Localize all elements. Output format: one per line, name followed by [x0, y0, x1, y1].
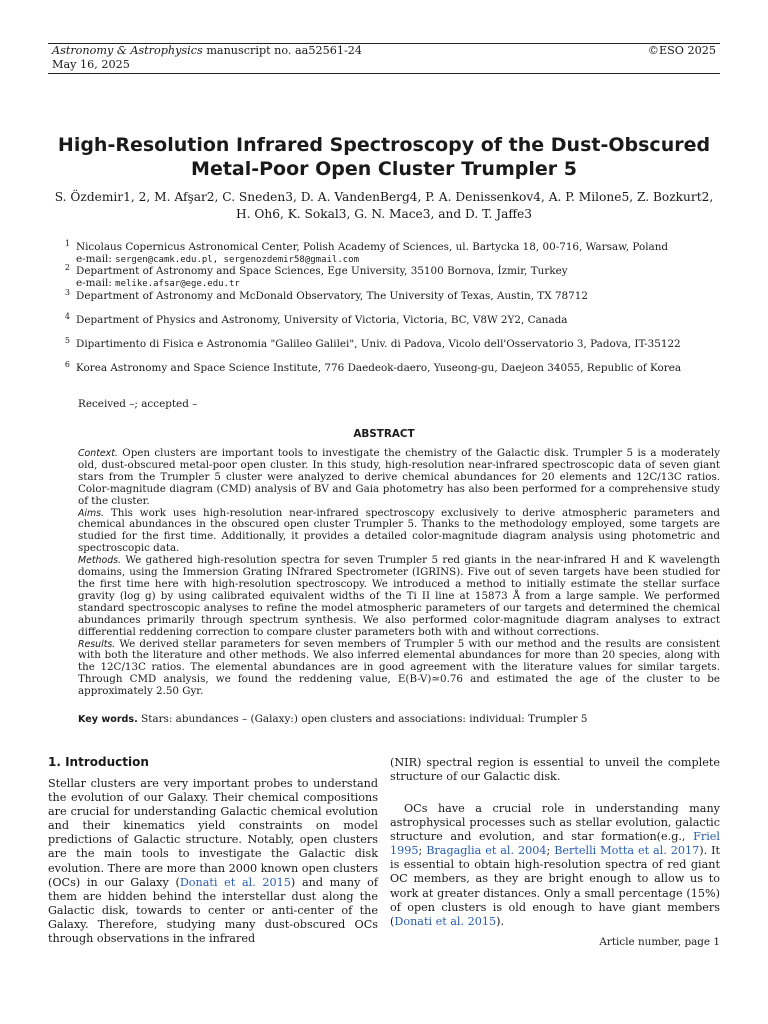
affiliation-text: Department of Physics and Astronomy, University of Victoria, Victoria, BC, V8W 2Y2, Canada	[76, 314, 568, 326]
intro-text: OCs have a crucial role in understanding many astrophysical processes such as stellar evolution, galactic structure and evolution, and star formation(e.g.,	[390, 802, 720, 844]
page-footer: Article number, page 1	[599, 936, 720, 948]
affiliation-number: 2	[64, 263, 70, 272]
received-accepted: Received –; accepted –	[78, 398, 198, 410]
header-date: May 16, 2025	[52, 58, 130, 71]
intro-text: ) and many of them are hidden behind the interstellar dust along the Galactic disk, towards to center or anti-center of the Galaxy. Therefore, studying many dust-obscured OCs through observations in the infrared	[48, 875, 379, 946]
abstract-methods	[78, 555, 720, 638]
affiliation-text: Department of Astronomy and McDonald Observatory, The University of Texas, Austin, TX 78712	[76, 290, 588, 302]
affiliation-text: Department of Astronomy and Space Sciences, Ege University, 35100 Bornova, İzmir, Turkey	[76, 265, 568, 277]
affiliation-3	[64, 288, 726, 302]
paper-title	[48, 133, 720, 181]
abstract-body	[78, 448, 720, 698]
results-label: Results.	[78, 638, 116, 650]
running-header	[52, 44, 362, 72]
affiliation-number: 4	[64, 312, 70, 321]
affiliation-2	[64, 263, 726, 290]
citation-link[interactable]: Bragaglia et al. 2004	[426, 844, 547, 858]
aims-text: This work uses high-resolution near-infrared spectroscopy exclusively to derive atmospheric parameters and chemical abundances in the obscured open cluster Trumpler 5. Thanks to the methodology employed, some targets are studied for the first time. Additionally, it provides a detailed color-magnitude diagram analysis using photometric and spectroscopic data.	[78, 506, 720, 555]
affiliation-text: Dipartimento di Fisica e Astronomia "Galileo Galilei", Univ. di Padova, Vicolo dell'Osservatorio 3, Padova, IT-35122	[76, 338, 681, 350]
journal-name: Astronomy & Astrophysics	[52, 44, 203, 57]
results-text: We derived stellar parameters for seven members of Trumpler 5 with our method and the results are consistent with both the literature and other methods. We also inferred elemental abundances for more than 20 species, along with the 12C/13C ratios. The elemental abundances are in good agreement with the literature values for similar targets. Through CMD analysis, we found the reddening value, E(B-V)≃0.76 and estimated the age of the cluster to be approximately 2.50 Gyr.	[78, 637, 720, 698]
intro-text: ;	[546, 844, 555, 858]
intro-text: Stellar clusters are very important probes to understand the evolution of our Galaxy. Their chemical compositions are crucial for understanding Galactic chemical evolution and their kinematics yield constraints on model predictions of Galactic structure. Notably, open clusters are the main tools to investigate the Galactic disk evolution. There are more than 2000 known open clusters (OCs) in our Galaxy (	[48, 777, 378, 889]
keywords	[78, 713, 720, 725]
affiliation-number: 6	[64, 360, 70, 369]
affiliation-1	[64, 239, 726, 266]
affiliation-text: Korea Astronomy and Space Science Institute, 776 Daedeok-daero, Yuseong-gu, Daejeon 34055, Republic of Korea	[76, 362, 682, 374]
keywords-label: Key words.	[78, 714, 138, 725]
context-label: Context.	[78, 448, 118, 459]
abstract-heading: ABSTRACT	[353, 428, 415, 440]
keywords-text: Stars: abundances – (Galaxy:) open clusters and associations: individual: Trumpler 5	[141, 713, 588, 725]
abstract-aims	[78, 508, 720, 556]
affiliation-text: Nicolaus Copernicus Astronomical Center, Polish Academy of Sciences, ul. Bartycka 18, 00-716, Warsaw, Poland	[76, 241, 669, 253]
methods-text: We gathered high-resolution spectra for seven Trumpler 5 red giants in the near-infrared H and K wavelength domains, using the Immersion Grating INfrared Spectrometer (IGRINS). Five out of seven targets have been studied for the first time here with high-resolution spectroscopy. We introduced a method to initially estimate the stellar surface gravity (log g) by using calibrated equivalent widths of the Ti II line at 15873 Å from a large sample. We performed standard spectroscopic analyses to refine the model atmospheric parameters of our targets and determined the chemical abundances primarily through spectrum synthesis. We also performed color-magnitude diagram analyses to extract differential reddening correction to compare cluster parameters both with and without corrections.	[78, 554, 720, 638]
manuscript-number: manuscript no. aa52561-24	[202, 44, 362, 57]
email-label: e-mail:	[76, 277, 116, 289]
context-text: Open clusters are important tools to investigate the chemistry of the Galactic disk. Trumpler 5 is a moderately old, dust-obscured metal-poor open cluster. In this study, high-resolution near-infrared spectroscopic data of seven giant stars from the Trumpler 5 cluster were analyzed to derive chemical abundances for 20 elements and 12C/13C ratios. Color-magnitude diagram (CMD) analysis of BV and Gaia photometry has also been performed for a comprehensive study of the cluster.	[78, 447, 720, 507]
affiliation-5	[64, 336, 726, 350]
email-address[interactable]: melike.afsar@ege.edu.tr	[115, 279, 240, 289]
authors-line-2: H. Oh6, K. Sokal3, G. N. Mace3, and D. T. Jaffe3	[235, 207, 532, 221]
affiliation-6	[64, 360, 726, 374]
email-address[interactable]: sergen@camk.edu.pl, sergenozdemir58@gmail.com	[115, 255, 360, 265]
intro-paragraph-1-continued: (NIR) spectral region is essential to unveil the complete structure of our Galactic disk.	[390, 756, 720, 784]
affiliation-number: 3	[64, 288, 70, 297]
intro-text: ). It is essential to obtain high-resolution spectra of red giant OC members, as they are bright enough to allow us to work at greater distances. Only a small percentage (15%) of open clusters is old enough to have giant members (	[390, 844, 721, 928]
intro-text: ).	[496, 914, 505, 928]
citation-link[interactable]: Friel 1995	[390, 830, 720, 858]
citation-link[interactable]: Donati et al. 2015	[179, 875, 291, 889]
affiliation-4	[64, 312, 726, 326]
section-heading-introduction: 1. Introduction	[48, 755, 149, 769]
intro-paragraph-1	[48, 777, 378, 946]
intro-paragraph-2	[390, 802, 720, 929]
aims-label: Aims.	[78, 507, 105, 519]
citation-link[interactable]: Donati et al. 2015	[394, 914, 497, 928]
intro-text: ;	[418, 844, 427, 858]
abstract-results	[78, 639, 720, 699]
affiliation-number: 5	[64, 336, 70, 345]
title-line-2: Metal-Poor Open Cluster Trumpler 5	[191, 158, 577, 180]
header-bottom-rule	[48, 73, 720, 74]
citation-link[interactable]: Bertelli Motta et al. 2017	[554, 844, 700, 858]
authors-line-1: S. Özdemir1, 2, M. Afşar2, C. Sneden3, D. A. VandenBerg4, P. A. Denissenkov4, A. P. Milone5, Z. Bozkurt2,	[54, 190, 714, 204]
email-label: e-mail:	[76, 253, 116, 265]
abstract-context	[78, 448, 720, 508]
methods-label: Methods.	[78, 555, 122, 567]
affiliation-number: 1	[64, 239, 70, 248]
author-list	[48, 189, 720, 223]
copyright: ©ESO 2025	[647, 44, 716, 57]
title-line-1: High-Resolution Infrared Spectroscopy of the Dust-Obscured	[57, 134, 711, 156]
